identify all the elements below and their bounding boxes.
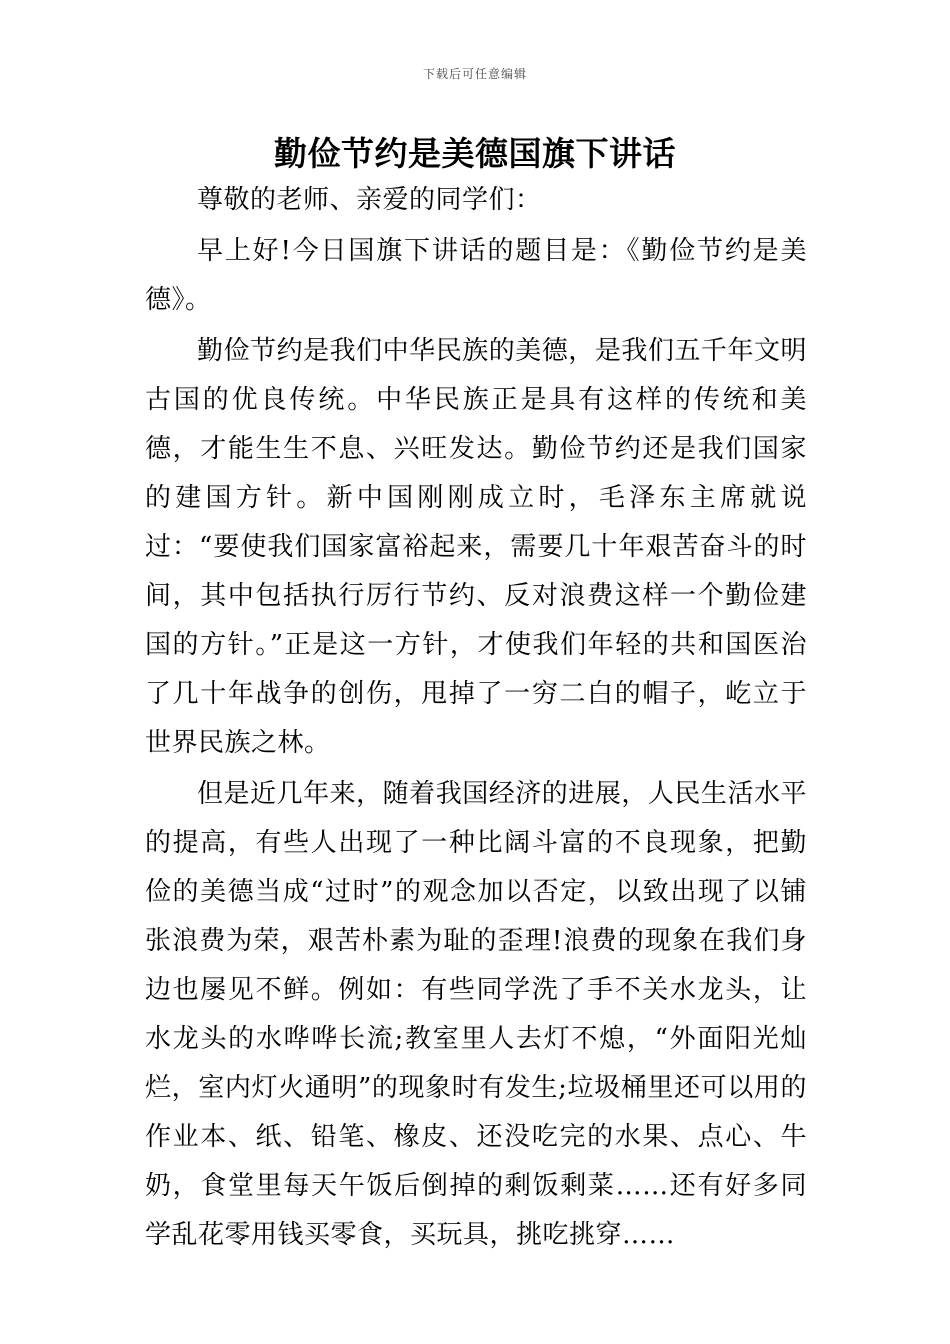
page-header-note: 下载后可任意编辑 bbox=[422, 67, 527, 81]
body-paragraph-waste: 但是近几年来，随着我国经济的进展，人民生活水平的提高，有些人出现了一种比阔斗富的不良现象，把勤俭的美德当成“过时”的观念加以否定，以致出现了以铺张浪费为荣，艰苦朴素为耻的歪理!浪费的现象在我们身边也屡见不鲜。例如：有些同学洗了手不关水龙头，让水龙头的水哗哗长流;教室里人去灯不熄，“外面阳光灿烂，室内灯火通明”的现象时有发生;垃圾桶里还可以用的作业本、纸、铅笔、橡皮、还没吃完的水果、点心、牛奶，食堂里每天午饭后倒掉的剩饭剩菜……还有好多同学乱花零用钱买零食，买玩具，挑吃挑穿…… bbox=[145, 779, 807, 1250]
document-body bbox=[145, 176, 807, 1260]
salutation-paragraph: 尊敬的老师、亲爱的同学们： bbox=[197, 185, 542, 215]
body-paragraph-tradition: 勤俭节约是我们中华民族的美德，是我们五千年文明古国的优良传统。中华民族正是具有这样的传统和美德，才能生生不息、兴旺发达。勤俭节约还是我们国家的建国方针。新中国刚刚成立时，毛泽东主席就说过：“要使我们国家富裕起来，需要几十年艰苦奋斗的时间，其中包括执行厉行节约、反对浪费这样一个勤俭建国的方针。”正是这一方针，才使我们年轻的共和国医治了几十年战争的创伤，甩掉了一穷二白的帽子，屹立于世界民族之林。 bbox=[145, 336, 807, 758]
greeting-paragraph: 早上好!今日国旗下讲话的题目是：《勤俭节约是美德》。 bbox=[145, 236, 807, 315]
document-title: 勤俭节约是美德国旗下讲话 bbox=[274, 134, 676, 173]
